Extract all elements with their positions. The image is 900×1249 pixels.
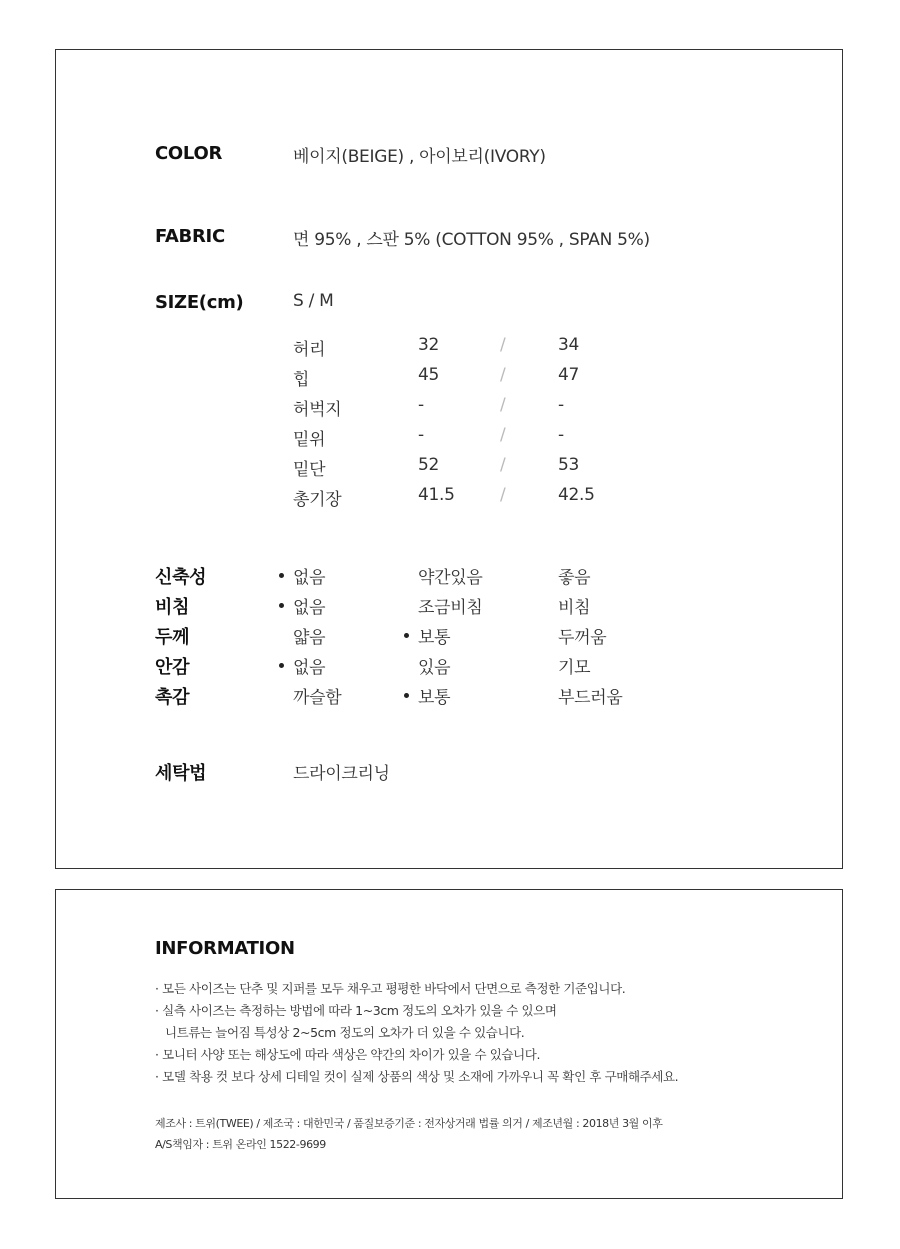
color-label: COLOR (155, 143, 223, 164)
size-row-m: - (558, 395, 564, 415)
size-row-name: 허리 (293, 340, 326, 360)
size-row-s: - (418, 425, 424, 445)
attribute-option: 없음 (293, 658, 326, 678)
size-row-s: 52 (418, 455, 440, 475)
size-row-m: - (558, 425, 564, 445)
size-row-name: 허벅지 (293, 400, 342, 420)
size-row-s: - (418, 395, 424, 415)
spec-panel (55, 49, 843, 869)
information-panel (55, 889, 843, 1199)
size-options: S / M (293, 291, 334, 311)
attribute-option: 좋음 (558, 568, 591, 588)
washing-value: 드라이크리닝 (293, 764, 390, 784)
size-row-s: 32 (418, 335, 440, 355)
information-line: · 모니터 사양 또는 해상도에 따라 색상은 약간의 차이가 있을 수 있습니다. (155, 1047, 541, 1062)
size-row-separator: / (500, 485, 506, 505)
attribute-label: 비침 (155, 597, 190, 618)
information-title: INFORMATION (155, 938, 295, 959)
size-row-separator: / (500, 335, 506, 355)
attribute-option: 보통 (418, 688, 451, 708)
size-row-name: 총기장 (293, 490, 342, 510)
attribute-option: 없음 (293, 598, 326, 618)
size-row-s: 41.5 (418, 485, 455, 505)
information-line: · 모델 착용 컷 보다 상세 디테일 컷이 실제 상품의 색상 및 소재에 가까우니 꼭 확인 후 구매해주세요. (155, 1069, 679, 1084)
selected-bullet-icon (404, 693, 409, 698)
fabric-label: FABRIC (155, 226, 225, 247)
selected-bullet-icon (279, 603, 284, 608)
attribute-label: 두께 (155, 627, 190, 648)
attribute-label: 안감 (155, 657, 190, 678)
information-line: 니트류는 늘어짐 특성상 2~5cm 정도의 오차가 더 있을 수 있습니다. (165, 1025, 525, 1040)
selected-bullet-icon (279, 663, 284, 668)
as-contact-info: A/S책임자 : 트위 온라인 1522-9699 (155, 1138, 326, 1151)
information-line: · 모든 사이즈는 단추 및 지퍼를 모두 채우고 평평한 바닥에서 단면으로 측정한 기준입니다. (155, 981, 626, 996)
size-row-separator: / (500, 395, 506, 415)
attribute-option: 약간있음 (418, 568, 483, 588)
attribute-option: 두꺼움 (558, 628, 607, 648)
size-row-m: 47 (558, 365, 580, 385)
attribute-option: 부드러움 (558, 688, 623, 708)
attribute-option: 기모 (558, 658, 591, 678)
attribute-option: 까슬함 (293, 688, 342, 708)
size-row-m: 34 (558, 335, 580, 355)
attribute-option: 있음 (418, 658, 451, 678)
attribute-label: 신축성 (155, 567, 207, 588)
size-row-name: 밑단 (293, 460, 326, 480)
attribute-label: 촉감 (155, 687, 190, 708)
attribute-option: 없음 (293, 568, 326, 588)
size-label: SIZE(cm) (155, 292, 244, 313)
washing-label: 세탁법 (155, 763, 207, 784)
attribute-option: 비침 (558, 598, 591, 618)
size-row-name: 밑위 (293, 430, 326, 450)
attribute-option: 조금비침 (418, 598, 483, 618)
size-row-separator: / (500, 365, 506, 385)
fabric-value: 면 95% , 스판 5% (COTTON 95% , SPAN 5%) (293, 230, 650, 250)
selected-bullet-icon (404, 633, 409, 638)
selected-bullet-icon (279, 573, 284, 578)
size-row-name: 힙 (293, 370, 310, 390)
attribute-option: 얇음 (293, 628, 326, 648)
color-value: 베이지(BEIGE) , 아이보리(IVORY) (293, 147, 546, 167)
size-row-separator: / (500, 425, 506, 445)
information-line: · 실측 사이즈는 측정하는 방법에 따라 1~3cm 정도의 오차가 있을 수 있으며 (155, 1003, 557, 1018)
size-row-s: 45 (418, 365, 440, 385)
attribute-option: 보통 (418, 628, 451, 648)
size-row-m: 53 (558, 455, 580, 475)
size-row-m: 42.5 (558, 485, 595, 505)
size-row-separator: / (500, 455, 506, 475)
manufacturer-info: 제조사 : 트위(TWEE) / 제조국 : 대한민국 / 품질보증기준 : 전자상거래 법률 의거 / 제조년월 : 2018년 3월 이후 (155, 1117, 663, 1130)
